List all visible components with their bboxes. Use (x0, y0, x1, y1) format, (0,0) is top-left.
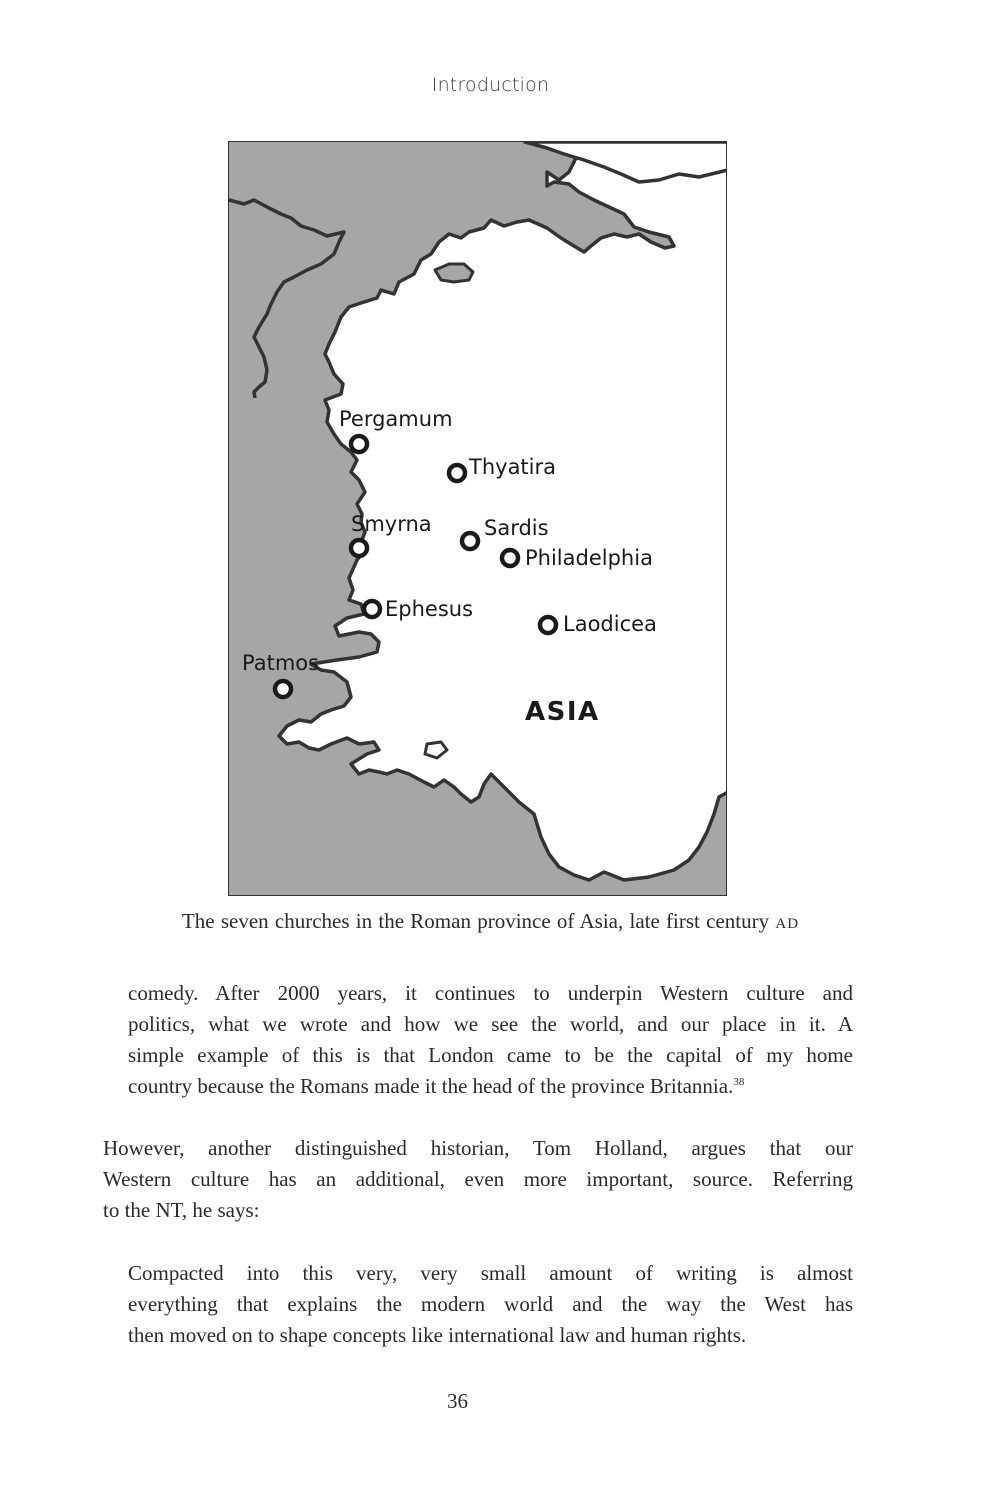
map-figure (228, 141, 727, 896)
caption-era: AD (775, 916, 800, 932)
block-quote-continued (128, 978, 853, 1102)
quote2-line: Compacted into this very, very small amount of writing is almost (128, 1261, 853, 1285)
mainland (279, 142, 727, 880)
north-shore (229, 200, 344, 398)
running-head: Introduction (431, 74, 550, 96)
footnote-ref[interactable]: 38 (733, 1076, 745, 1088)
body-paragraph (103, 1133, 853, 1226)
page-number: 36 (447, 1389, 468, 1413)
marker-pergamum (351, 436, 367, 452)
body-line: to the NT, he says: (103, 1198, 260, 1222)
label-pergamum: Pergamum (339, 407, 453, 431)
marker-philadelphia (502, 550, 518, 566)
marker-sardis (462, 533, 478, 549)
inland-lake (435, 264, 473, 282)
map-svg (229, 142, 727, 896)
marker-thyatira (449, 465, 465, 481)
label-philadelphia: Philadelphia (525, 546, 653, 570)
quote2-line: everything that explains the modern world and the way the West has (128, 1292, 853, 1316)
quote1-line: simple example of this is that London came to be the capital of my home (128, 1043, 853, 1067)
caption-text: The seven churches in the Roman province of Asia, late first century (181, 909, 770, 933)
label-ephesus: Ephesus (385, 597, 474, 621)
quote1-line-text: country because the Romans made it the head of the province Britannia. (128, 1074, 734, 1098)
block-quote (128, 1258, 853, 1351)
body-line: Western culture has an additional, even more important, source. Referring (103, 1167, 853, 1191)
region-label: ASIA (525, 697, 600, 727)
label-thyatira: Thyatira (469, 455, 557, 479)
label-patmos: Patmos (242, 651, 320, 675)
label-smyrna: Smyrna (351, 512, 432, 536)
marker-smyrna (351, 540, 367, 556)
label-sardis: Sardis (484, 516, 549, 540)
quote1-line: politics, what we wrote and how we see the world, and our place in it. A (128, 1012, 853, 1036)
marker-patmos (275, 681, 291, 697)
marker-ephesus (364, 601, 380, 617)
quote1-line-last (128, 1071, 853, 1102)
marker-laodicea (540, 617, 556, 633)
body-line: However, another distinguished historian, Tom Holland, argues that our (103, 1136, 853, 1160)
quote1-line: comedy. After 2000 years, it continues to underpin Western culture and (128, 981, 853, 1005)
label-laodicea: Laodicea (563, 612, 657, 636)
map-caption (0, 909, 981, 934)
quote2-line: then moved on to shape concepts like international law and human rights. (128, 1323, 747, 1347)
